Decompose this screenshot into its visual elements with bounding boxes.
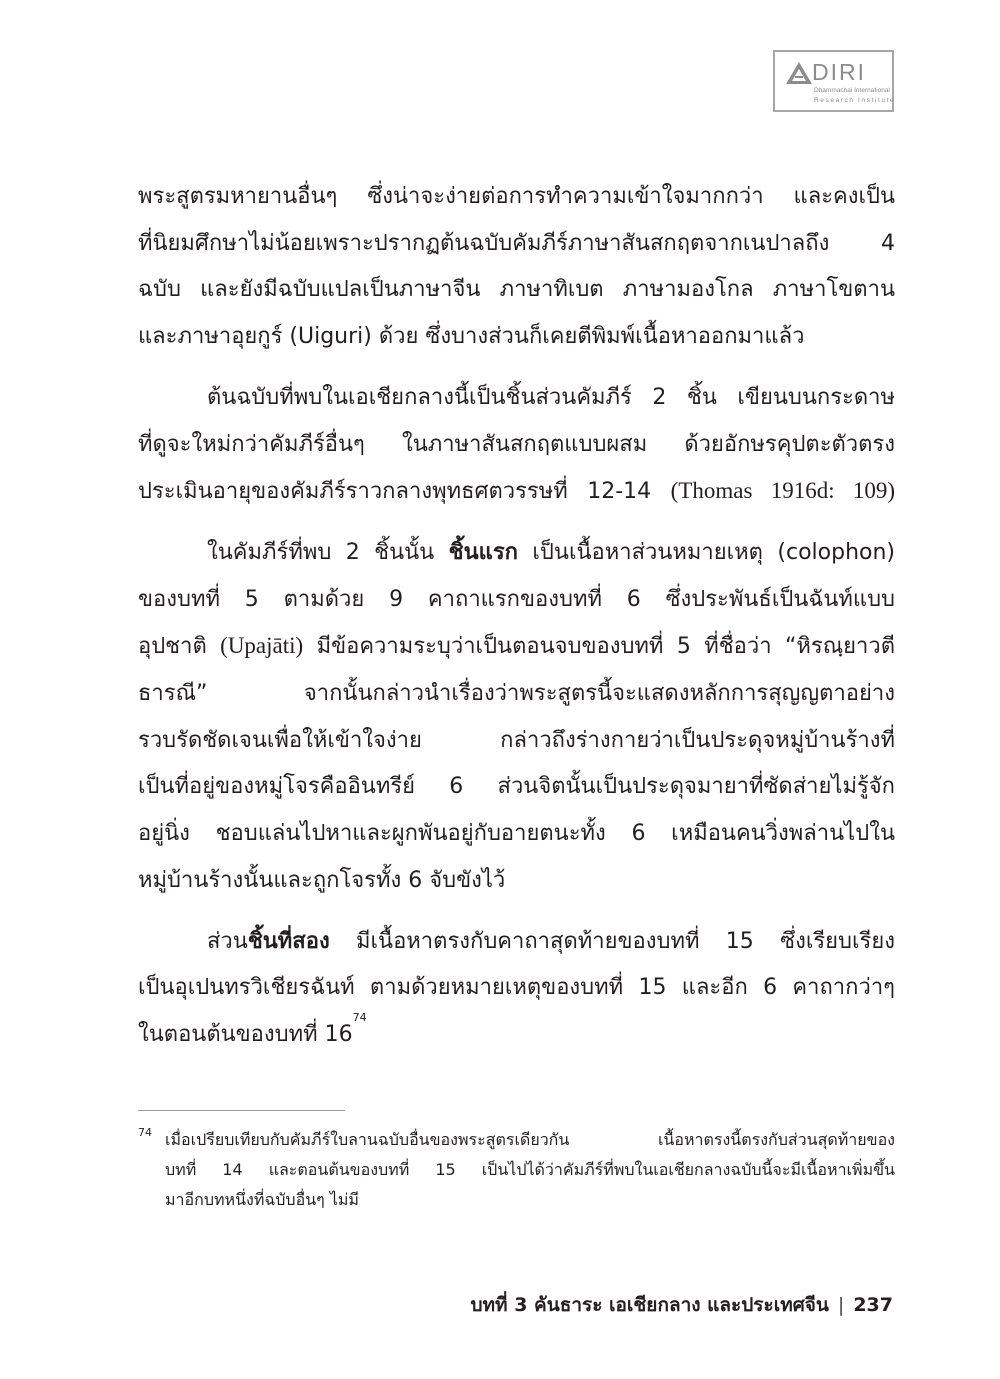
body-line: พระสูตรมหายานอื่นๆ ซึ่งน่าจะง่ายต่อการทำความเข้าใจมากกว่า และคงเป็น	[138, 184, 895, 209]
body-line: ต้นฉบับที่พบในเอเชียกลางนี้เป็นชิ้นส่วนคัมภีร์ 2 ชิ้น เขียนบนกระดาษ	[207, 384, 895, 410]
paragraph-4	[138, 919, 895, 1059]
logo-subtitle-line-2: Research Institute	[814, 97, 896, 104]
bold-term: ชิ้นที่สอง	[247, 928, 330, 954]
body-line: ที่ดูจะใหม่กว่าคัมภีร์อื่นๆ ในภาษาสันสกฤตแบบผสม ด้วยอักษรคุปตะตัวตรง	[138, 431, 895, 457]
page-number: 237	[853, 1294, 893, 1316]
body-line: เป็นที่อยู่ของหมู่โจรคืออินทรีย์ 6 ส่วนจิตนั้นเป็นประดุจมายาที่ซัดส่ายไม่รู้จัก	[138, 774, 895, 800]
body-line	[138, 1012, 895, 1059]
footnote-number: 74	[138, 1126, 152, 1139]
body-line: อยู่นิ่ง ชอบแล่นไปหาและผูกพันอยู่กับอายตนะทั้ง 6 เหมือนคนวิ่งพล่านไปใน	[138, 821, 895, 847]
bold-term: ชิ้นแรก	[448, 539, 518, 565]
line-text: ประเมินอายุของคัมภีร์ราวกลางพุทธศตวรรษที่ 12-14	[138, 479, 671, 505]
body-line	[138, 623, 895, 671]
footnote-text	[165, 1125, 895, 1215]
footnote-line: มาอีกบทหนึ่งที่ฉบับอื่นๆ ไม่มี	[165, 1190, 359, 1209]
citation: (Thomas 1916d: 109)	[670, 478, 895, 504]
body-line: ฉบับ และยังมีฉบับแปลเป็นภาษาจีน ภาษาทิเบต ภาษามองโกล ภาษาโขตาน	[138, 277, 895, 303]
body-line: รวบรัดชัดเจนเพื่อให้เข้าใจง่าย กล่าวถึงร่างกายว่าเป็นประดุจหมู่บ้านร้างที่	[138, 727, 895, 753]
body-line: ที่นิยมศึกษาไม่น้อยเพราะปรากฏต้นฉบับคัมภีร์ภาษาสันสกฤตจากเนปาลถึง 4	[138, 230, 895, 256]
body-text	[138, 174, 895, 1073]
body-line	[138, 468, 895, 516]
running-footer	[470, 1290, 893, 1320]
body-line: ธารณี” จากนั้นกล่าวนำเรื่องว่าพระสูตรนี้จะแสดงหลักการสุญญตาอย่าง	[138, 681, 895, 707]
line-text: มีข้อความระบุว่าเป็นตอนจบของบทที่ 5 ที่ชื่อว่า “หิรณฺยาวตี	[303, 634, 895, 660]
paragraph-2	[138, 375, 895, 516]
body-line: เป็นอุเปนทรวิเชียรฉันท์ ตามด้วยหมายเหตุของบทที่ 15 และอีก 6 คาถากว่าๆ	[138, 975, 895, 1001]
line-text: ส่วน	[207, 928, 248, 954]
body-line	[138, 530, 895, 577]
line-text: ในคัมภีร์ที่พบ 2 ชิ้นนั้น	[207, 539, 449, 565]
triangle-logo-icon	[786, 62, 812, 84]
logo-name: DIRI	[812, 59, 866, 85]
body-line	[138, 919, 895, 966]
line-text: ในตอนต้นของบทที่ 16	[138, 1021, 353, 1047]
line-text: มีเนื้อหาตรงกับคาถาสุดท้ายของบทที่ 15 ซึ่งเรียบเรียง	[329, 928, 895, 954]
footnote-reference: 74	[352, 1010, 367, 1024]
footnote-line: บทที่ 14 และตอนต้นของบทที่ 15 เป็นไปได้ว่าคัมภีร์ที่พบในเอเชียกลางฉบับนี้จะมีเนื้อหาเพิ่มขึ้น	[165, 1160, 895, 1179]
body-line: หมู่บ้านร้างนั้นและถูกโจรทั้ง 6 จับขังไว้	[138, 867, 506, 893]
footnote-line: เมื่อเปรียบเทียบกับคัมภีร์ใบลานฉบับอื่นของพระสูตรเดียวกัน เนื้อหาตรงนี้ตรงกับส่วนสุดท้ายของ	[165, 1130, 895, 1149]
latin-term: (Upajāti)	[220, 633, 304, 659]
paragraph-1	[138, 174, 895, 361]
line-text: เป็นเนื้อหาส่วนหมายเหตุ (colophon)	[517, 539, 895, 565]
paragraph-3	[138, 530, 895, 905]
line-text: อุปชาติ	[138, 634, 221, 660]
diri-logo	[773, 50, 894, 112]
logo-subtitle-line-1: Dhammachai International	[814, 87, 890, 94]
body-line: และภาษาอุยกูร์ (Uiguri) ด้วย ซึ่งบางส่วนก็เคยตีพิมพ์เนื้อหาออกมาแล้ว	[138, 324, 805, 350]
chapter-title: บทที่ 3 คันธาระ เอเชียกลาง และประเทศจีน	[470, 1294, 829, 1316]
footnote-divider	[138, 1110, 345, 1111]
footer-separator: |	[837, 1294, 845, 1316]
body-line: ของบทที่ 5 ตามด้วย 9 คาถาแรกของบทที่ 6 ซึ่งประพันธ์เป็นฉันท์แบบ	[138, 586, 895, 612]
